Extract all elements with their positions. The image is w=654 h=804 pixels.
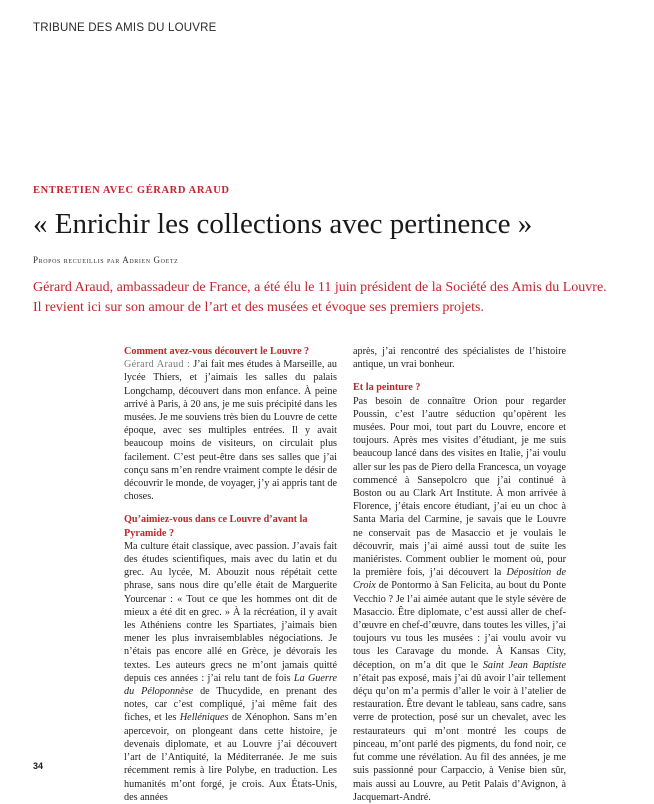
- answer-3: [353, 395, 566, 804]
- article-title: « Enrichir les collections avec pertinence »: [33, 208, 533, 240]
- running-head: TRIBUNE DES AMIS DU LOUVRE: [33, 22, 217, 34]
- artwork-title-pontormo: Déposition de Croix: [353, 567, 566, 592]
- answer-2-continued: après, j’ai rencontré des spécialistes de l’histoire antique, un vrai bonheur.: [353, 346, 566, 371]
- answer-2: [124, 540, 337, 804]
- interview-kicker: ENTRETIEN AVEC GÉRARD ARAUD: [33, 185, 230, 196]
- book-title-thucydide: La Guerre du Péloponnèse: [124, 672, 337, 698]
- answer-2-text-c: de Xénophon. Sans m’en apercevoir, on plongeant dans cette histoire, je devenais diplomate, et au Louvre j’ai découvert l’art de l’Antiquité, la Méditerranée. Je me suis récemment remis à lire Polybe, en traduction. Les humanités m’ont forgé, je crois. Aux États-Unis, des années: [124, 712, 337, 803]
- answer-1: [124, 358, 337, 503]
- question-2: Qu’aimiez-vous dans ce Louvre d’avant la Pyramide ?: [124, 514, 308, 539]
- answer-2-text-a: Ma culture était classique, avec passion. J’avais fait des études scientifiques, mais avec du latin et du grec. Au lycée, M. Abouzit nous répétait cette phrase, sans nous dire qu’elle était de Marguerite Yourcenar : « Tout ce que les hommes ont dit de mieux a été dit en grec. » À la récréation, il y avait les Athéniens contre les Spartiates, j’aimais bien mener les plus invraisemblables négociations. Je n’étais pas encore allé en Grèce, je dévorais les textes. Les auteurs grecs ne m’ont jamais quitté depuis ces années : j’ai relu tant de fois: [124, 540, 337, 684]
- article-lead: Gérard Araud, ambassadeur de France, a été élu le 11 juin président de la Société des Amis du Louvre. Il revient ici sur son amour de l’art et des musées et évoque ses premiers projets.: [33, 280, 607, 315]
- question-3: Et la peinture ?: [353, 382, 421, 394]
- question-1: Comment avez-vous découvert le Louvre ?: [124, 346, 310, 357]
- answer-3-text-c: n’était pas exposé, mais j’ai dû avoir l’air tellement déçu qu’on m’a permis d’aller le voir à l’atelier de restauration. Être devant le tableau, sans cadre, sans verre de protection, posé sur un chevalet, avec les restaurateurs qui m’ont montré les coups de pinceau, m’ont parlé des pigments, du fond noir, ce fut comme une révélation. Au fil des années, je me suis passionné pour Carpaccio, à Venise bien sûr, mais aussi au Louvre, au Petit Palais d’Avignon, à Jacquemart-André.: [353, 672, 566, 803]
- artwork-title-caravage: Saint Jean Baptiste: [482, 659, 566, 671]
- speaker-label: Gérard Araud :: [124, 359, 191, 371]
- right-column: [353, 345, 566, 804]
- byline: Propos recueillis par Adrien Goetz: [33, 255, 179, 265]
- page-number: 34: [33, 761, 44, 771]
- answer-1-text: J’ai fait mes études à Marseille, au lycée Thiers, et j’aimais les salles du palais Longchamp, découvert dans mon enfance. À peine arrivé à Paris, à 20 ans, je me suis précipité dans les musées. Je me souviens très bien du Louvre de cette époque, avec ses multiples entrées. Il y avait beaucoup moins de visiteurs, on circulait plus facilement. C’est peut-être dans ses salles que j’ai conçu sans m’en rendre vraiment compte le désir de découvrir le monde, de voyager, j’y ai appris tant de choses.: [124, 359, 337, 503]
- answer-3-text-a: Pas besoin de connaître Orion pour regarder Poussin, c’est l’autre séduction qu’opèrent les musées. Pour moi, tout part du Louvre, encore et toujours. Après mes visites d’étudiant, je me suis beaucoup lancé dans des visites en Italie, j’ai voulu aller sur les pas de Piero della Francesca, un voyage commencé à Sansepolcro que j’ai continué à Boston ou au Clark Art Institute. À mon arrivée à Florence, j’étais encore étudiant, j’ai eu un choc à Santa Maria del Carmine, je savais que le Louvre ne conservait pas de Masaccio et je voulais le découvrir, mais j’ai aimé aussi tout de suite les maniéristes. Comment oublier le moment où, pour la première fois, j’ai découvert la: [353, 395, 566, 579]
- left-column: [124, 345, 337, 804]
- answer-2-text-b: de Thucydide, en prenant des notes, car c’est compliqué, j’ai même fait des fiches, et les: [124, 686, 337, 724]
- answer-3-text-b: de Pontormo à San Felicita, au bout du Ponte Vecchio ? Je l’ai aimée autant que le style sévère de Masaccio. Être diplomate, c’est aussi aller de chef-d’œuvre en chef-d’œuvre, dans toutes les villes, j’ai toujours vu tous les musées : j’ai voulu avoir vu tous les Caravage du monde. À Kansas City, déception, on m’a dit que le: [353, 580, 566, 671]
- book-title-xenophon: Helléniques: [179, 712, 229, 724]
